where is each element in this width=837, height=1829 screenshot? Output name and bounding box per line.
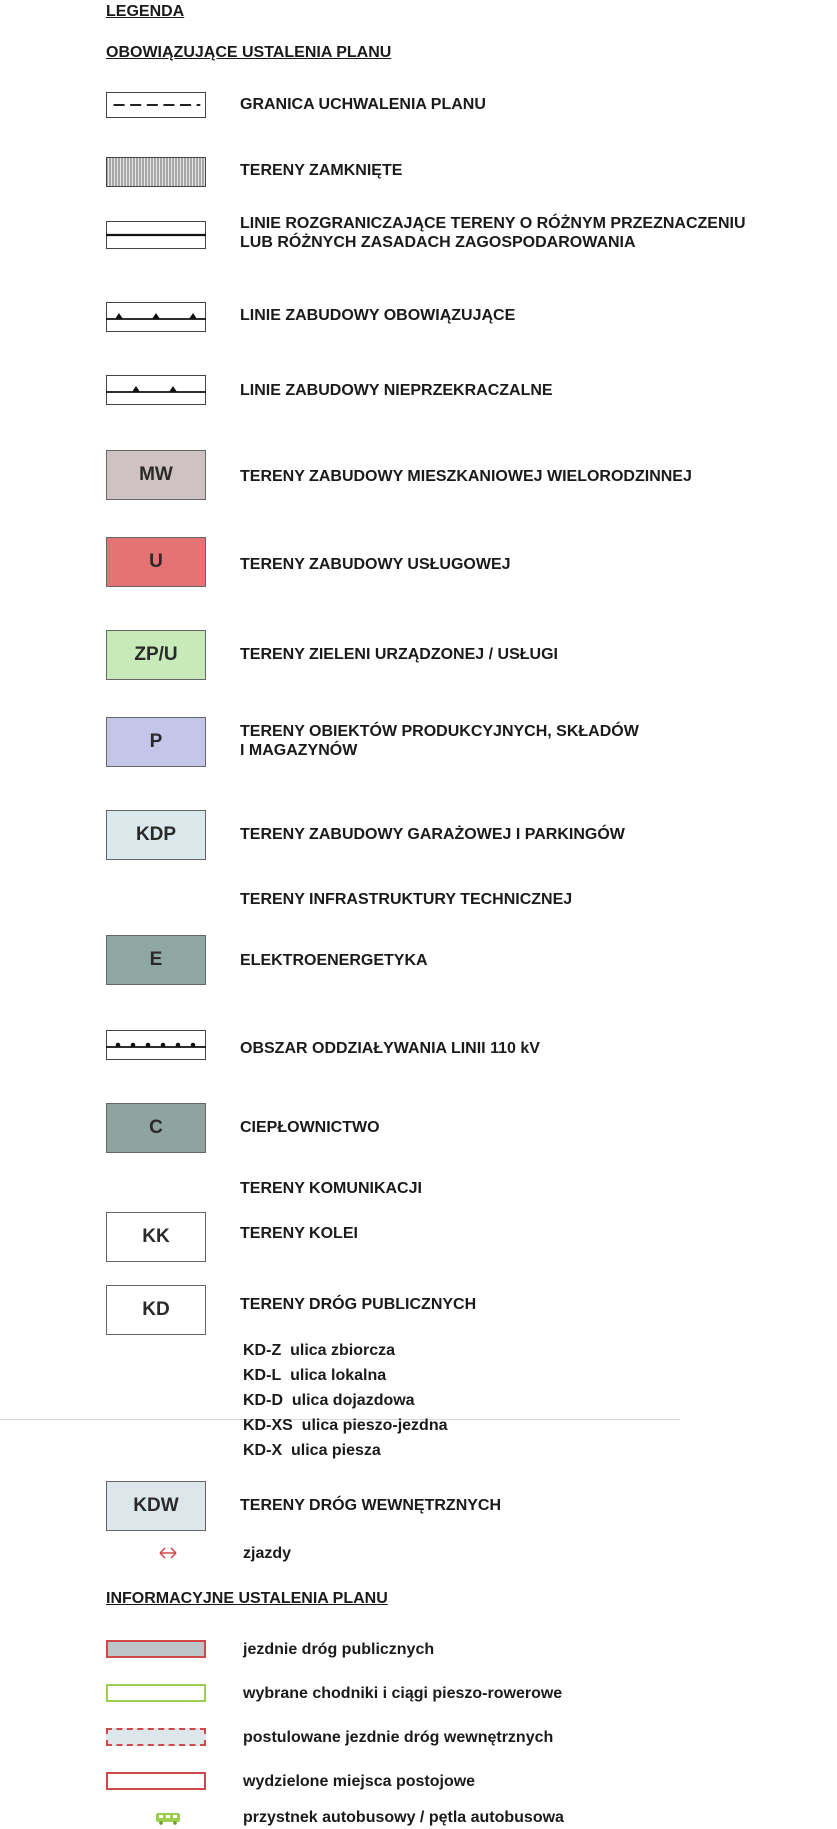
label-infra-heading: TERENY INFRASTRUKTURY TECHNICZNEJ bbox=[240, 891, 573, 908]
swatch-u: U bbox=[106, 537, 206, 587]
label-mw: TERENY ZABUDOWY MIESZKANIOWEJ WIELORODZINNEJ bbox=[240, 468, 692, 485]
label-p-2: I MAGAZYNÓW bbox=[240, 742, 358, 759]
label-komunikacji-heading: TERENY KOMUNIKACJI bbox=[240, 1180, 422, 1197]
road-class-x: KD-X ulica piesza bbox=[243, 1442, 381, 1459]
symbol-postoj bbox=[106, 1772, 206, 1790]
label-c: CIEPŁOWNICTWO bbox=[240, 1119, 380, 1136]
road-class-xs: KD-XS ulica pieszo-jezdna bbox=[243, 1417, 448, 1434]
symbol-jezdnie bbox=[106, 1640, 206, 1658]
road-class-d: KD-D ulica dojazdowa bbox=[243, 1392, 415, 1409]
boundary-line-symbol bbox=[106, 221, 206, 249]
swatch-kk: KK bbox=[106, 1212, 206, 1262]
label-e: ELEKTROENERGETYKA bbox=[240, 952, 428, 969]
swatch-zpu: ZP/U bbox=[106, 630, 206, 680]
closed-areas-hatch-symbol bbox=[106, 157, 206, 187]
label-linie-rozgr-1: LINIE ROZGRANICZAJĄCE TERENY O RÓŻNYM PRZEZNACZENIU bbox=[240, 215, 746, 232]
label-obszar: OBSZAR ODDZIAŁYWANIA LINII 110 kV bbox=[240, 1040, 540, 1057]
swatch-kdw: KDW bbox=[106, 1481, 206, 1531]
label-postoj: wydzielone miejsca postojowe bbox=[243, 1773, 476, 1790]
label-zamkniete: TERENY ZAMKNIĘTE bbox=[240, 162, 403, 179]
label-przystanek: przystnek autobusowy / pętla autobusowa bbox=[243, 1809, 564, 1826]
label-postulowane: postulowane jezdnie dróg wewnętrznych bbox=[243, 1729, 554, 1746]
bus-stop-icon bbox=[155, 1812, 181, 1825]
label-kd: TERENY DRÓG PUBLICZNYCH bbox=[240, 1296, 477, 1313]
swatch-e: E bbox=[106, 935, 206, 985]
label-jezdnie: jezdnie dróg publicznych bbox=[243, 1641, 435, 1658]
legend-title: LEGENDA bbox=[106, 3, 185, 20]
label-zpu: TERENY ZIELENI URZĄDZONEJ / USŁUGI bbox=[240, 646, 558, 663]
road-class-z: KD-Z ulica zbiorcza bbox=[243, 1342, 396, 1359]
symbol-postulowane bbox=[106, 1728, 206, 1746]
section-binding-heading: OBOWIĄZUJĄCE USTALENIA PLANU bbox=[106, 44, 392, 61]
road-class-l: KD-L ulica lokalna bbox=[243, 1367, 387, 1384]
label-p-1: TERENY OBIEKTÓW PRODUKCYJNYCH, SKŁADÓW bbox=[240, 723, 639, 740]
label-linie-rozgr-2: LUB RÓŻNYCH ZASADACH ZAGOSPODAROWANIA bbox=[240, 234, 636, 251]
power-line-zone-symbol bbox=[106, 1030, 206, 1060]
label-linie-obow: LINIE ZABUDOWY OBOWIĄZUJĄCE bbox=[240, 307, 516, 324]
label-u: TERENY ZABUDOWY USŁUGOWEJ bbox=[240, 556, 511, 573]
section-info-heading: INFORMACYJNE USTALENIA PLANU bbox=[106, 1590, 388, 1607]
label-linie-nieprz: LINIE ZABUDOWY NIEPRZEKRACZALNE bbox=[240, 382, 553, 399]
swatch-p: P bbox=[106, 717, 206, 767]
symbol-chodniki bbox=[106, 1684, 206, 1702]
label-zjazdy: zjazdy bbox=[243, 1545, 292, 1562]
label-kdp: TERENY ZABUDOWY GARAŻOWEJ I PARKINGÓW bbox=[240, 826, 625, 843]
access-arrow-icon bbox=[158, 1546, 178, 1560]
label-granica: GRANICA UCHWALENIA PLANU bbox=[240, 96, 486, 113]
swatch-c: C bbox=[106, 1103, 206, 1153]
label-kdw: TERENY DRÓG WEWNĘTRZNYCH bbox=[240, 1497, 502, 1514]
non-exceedable-building-line-symbol bbox=[106, 375, 206, 405]
mandatory-building-line-symbol bbox=[106, 302, 206, 332]
label-kk: TERENY KOLEI bbox=[240, 1225, 358, 1242]
label-chodniki: wybrane chodniki i ciągi pieszo-rowerowe bbox=[243, 1685, 563, 1702]
swatch-mw: MW bbox=[106, 450, 206, 500]
swatch-kd: KD bbox=[106, 1285, 206, 1335]
swatch-kdp: KDP bbox=[106, 810, 206, 860]
boundary-dashed-symbol bbox=[106, 92, 206, 118]
